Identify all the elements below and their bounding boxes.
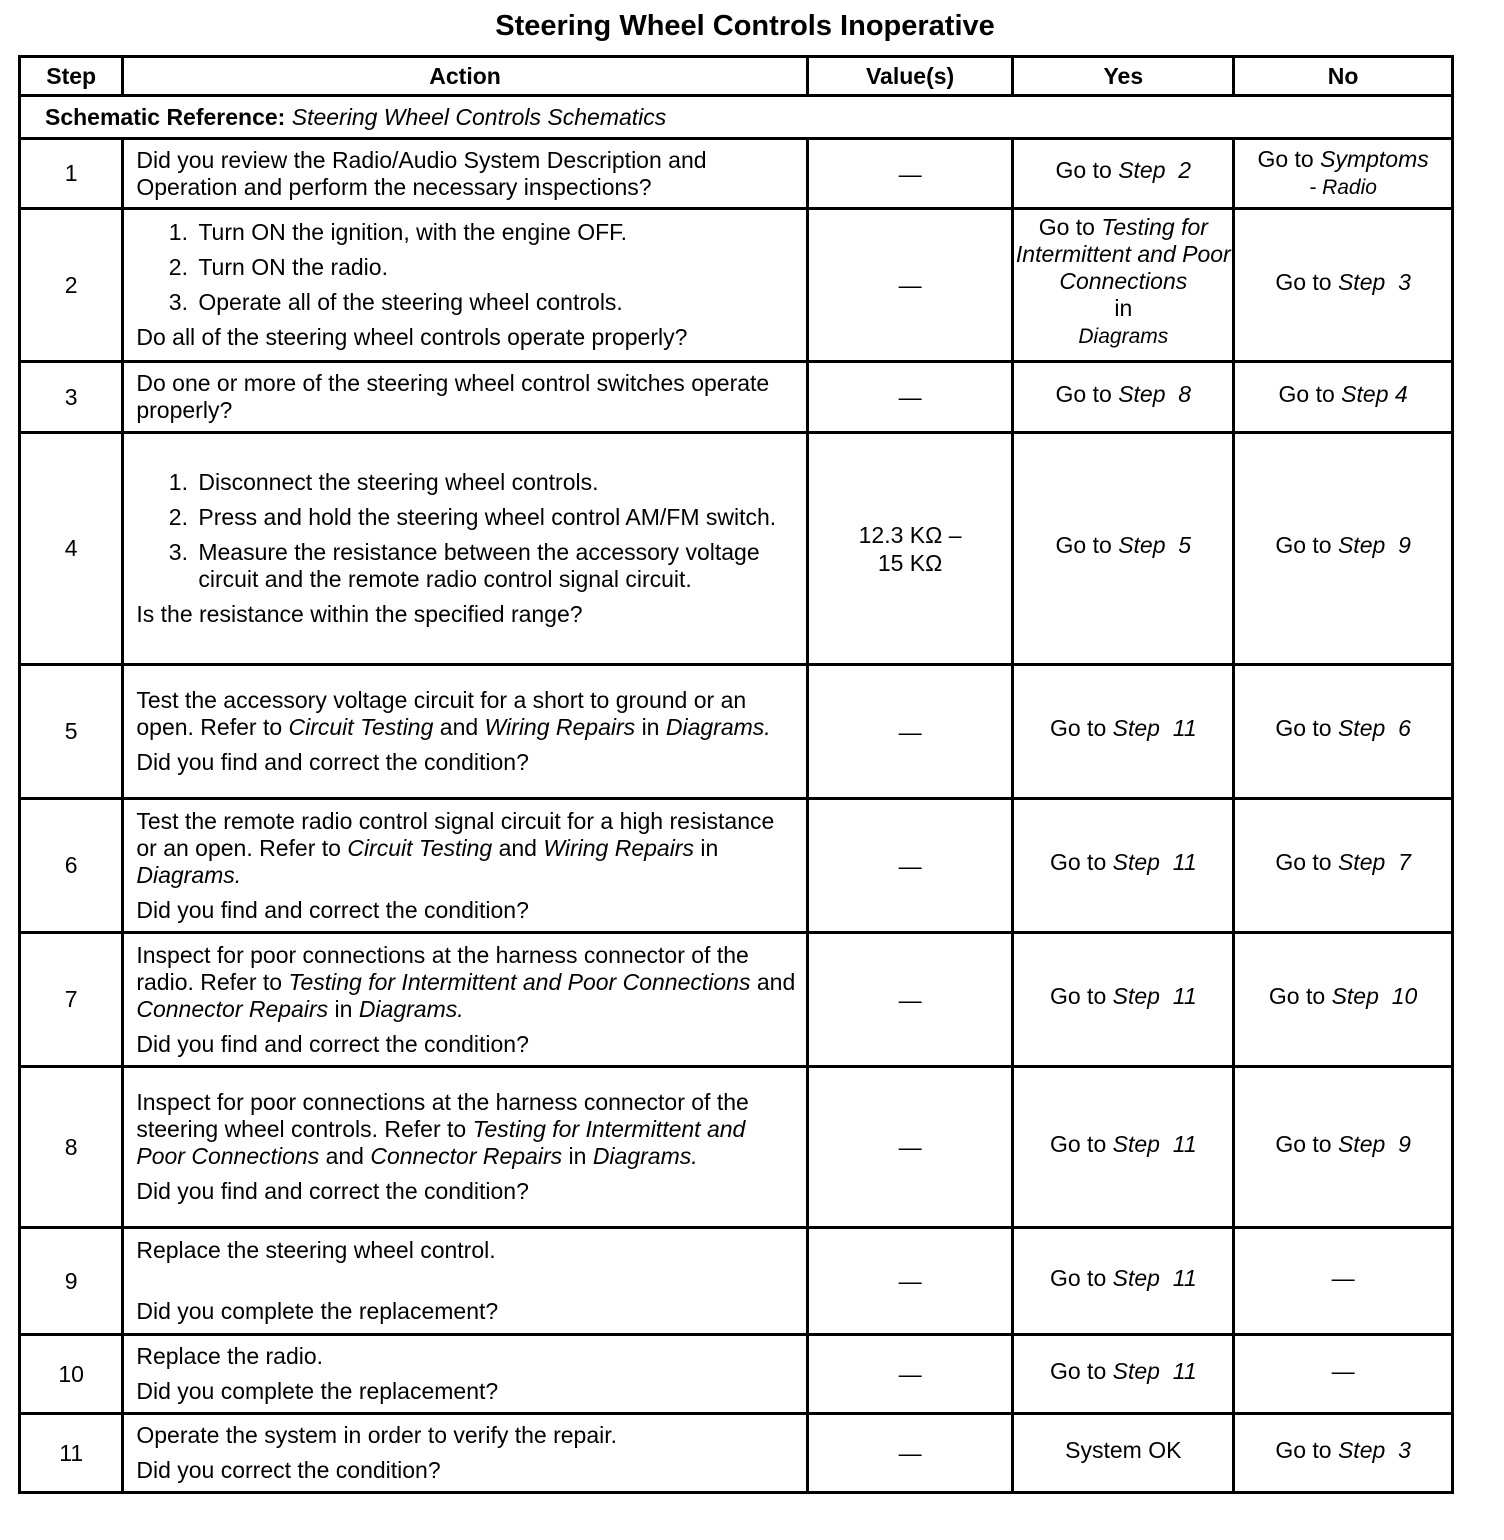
system-ok-text: System OK xyxy=(1065,1436,1182,1463)
goto-text: Go to xyxy=(1275,268,1332,295)
table-row xyxy=(20,1067,1453,1228)
step-word: Step xyxy=(1112,715,1160,741)
action-cell xyxy=(123,933,807,1067)
yes-step: 5 xyxy=(1178,532,1192,558)
action-cell xyxy=(123,1228,807,1335)
action-text: Replace the radio. xyxy=(136,1343,324,1369)
action-ref: Circuit Testing xyxy=(347,834,493,861)
action-ref: Wiring Repairs xyxy=(543,834,694,861)
table-row xyxy=(20,139,1453,209)
action-cell xyxy=(123,139,807,209)
no-cell xyxy=(1234,665,1453,799)
no-cell xyxy=(1234,1067,1453,1228)
no-step: 3 xyxy=(1398,268,1411,295)
action-text: in xyxy=(568,1143,587,1169)
action-question: Did you find and correct the condition? xyxy=(136,896,529,923)
action-cell xyxy=(123,1414,807,1493)
step-word: Step xyxy=(1112,1130,1160,1157)
action-item: 3. Operate all of the steering wheel controls. xyxy=(194,289,795,316)
yes-cell xyxy=(1013,362,1234,433)
diagrams-ref: Diagrams xyxy=(1078,325,1169,348)
action-list xyxy=(136,219,795,316)
action-text: and xyxy=(498,834,537,861)
action-cell xyxy=(123,665,807,799)
resistance-max: 15 KΩ xyxy=(877,549,943,576)
action-ref: Connector Repairs xyxy=(136,995,329,1022)
yes-step: 11 xyxy=(1172,983,1197,1009)
yes-step: 8 xyxy=(1178,380,1192,407)
in-word: in xyxy=(1114,295,1133,321)
action-question: Do all of the steering wheel controls operate properly? xyxy=(136,324,688,350)
no-cell xyxy=(1234,433,1453,665)
step-number: 9 xyxy=(20,1228,123,1335)
step-number: 11 xyxy=(20,1414,123,1493)
action-item: 3. Measure the resistance between the accessory voltage circuit and the remote radio control signal circuit. xyxy=(194,539,795,593)
step-word: Step xyxy=(1112,1264,1160,1291)
no-ref: Symptoms xyxy=(1320,146,1429,172)
yes-cell xyxy=(1013,665,1234,799)
step-word: Step xyxy=(1331,983,1379,1009)
step-number: 10 xyxy=(20,1335,123,1414)
action-ref: Diagrams. xyxy=(665,714,771,740)
table-row xyxy=(20,433,1453,665)
no-step: 9 xyxy=(1398,1130,1411,1157)
yes-cell xyxy=(1013,209,1234,362)
action-item: 1. Disconnect the steering wheel controls. xyxy=(194,469,795,496)
action-cell xyxy=(123,209,807,362)
action-text: Inspect for poor connections at the harness connector of the radio. Refer to xyxy=(136,941,749,995)
goto-text: Go to xyxy=(1275,849,1332,875)
step-number: 1 xyxy=(20,139,123,209)
no-sub: - Radio xyxy=(1309,176,1377,199)
goto-text: Go to xyxy=(1268,983,1326,1009)
step-word: Step xyxy=(1337,849,1386,875)
step-word: Step xyxy=(1118,380,1166,407)
goto-text: Go to xyxy=(1049,1357,1107,1384)
header-yes: Yes xyxy=(1013,57,1234,96)
step-word: Step xyxy=(1112,983,1160,1009)
goto-text: Go to xyxy=(1275,715,1332,741)
goto-text: Go to xyxy=(1049,1264,1107,1291)
value-cell: — xyxy=(807,1335,1013,1414)
value-cell: — xyxy=(807,665,1013,799)
no-cell xyxy=(1234,362,1453,433)
yes-cell xyxy=(1013,1067,1234,1228)
header-row xyxy=(20,57,1453,96)
action-text: and xyxy=(325,1143,364,1169)
resistance-min: 12.3 KΩ – xyxy=(858,521,962,548)
goto-text: Go to xyxy=(1049,1130,1107,1157)
action-cell xyxy=(123,362,807,433)
step-word: Step xyxy=(1337,1130,1386,1157)
table-row xyxy=(20,665,1453,799)
step-number: 2 xyxy=(20,209,123,362)
action-question: Do one or more of the steering wheel control switches operate properly? xyxy=(136,370,770,423)
yes-cell xyxy=(1013,1414,1234,1493)
action-ref: Diagrams. xyxy=(592,1143,698,1169)
action-text: and xyxy=(756,968,796,995)
no-cell xyxy=(1234,1414,1453,1493)
value-cell: — xyxy=(807,209,1013,362)
table-row xyxy=(20,1335,1453,1414)
header-value: Value(s) xyxy=(807,57,1013,96)
goto-text: Go to xyxy=(1275,1130,1332,1157)
no-step: 9 xyxy=(1398,532,1411,558)
table-row xyxy=(20,1228,1453,1335)
yes-step: 2 xyxy=(1178,157,1192,183)
table-row xyxy=(20,799,1453,933)
table-row xyxy=(20,1414,1453,1493)
goto-text: Go to xyxy=(1049,715,1107,741)
header-no: No xyxy=(1234,57,1453,96)
value-cell xyxy=(807,433,1013,665)
action-text: in xyxy=(641,714,660,740)
yes-cell xyxy=(1013,933,1234,1067)
step-word: Step xyxy=(1118,532,1166,558)
header-step: Step xyxy=(20,57,123,96)
goto-text: Go to xyxy=(1055,157,1112,183)
goto-text: Go to xyxy=(1038,214,1095,240)
action-question: Did you correct the condition? xyxy=(136,1457,441,1483)
no-cell: — xyxy=(1234,1228,1453,1335)
action-cell xyxy=(123,799,807,933)
action-text: Test the remote radio control signal circuit for a high resistance or an open. Refer to xyxy=(136,807,775,861)
action-item: 2. Press and hold the steering wheel control AM/FM switch. xyxy=(194,504,795,531)
action-text: Inspect for poor connections at the harness connector of the steering wheel controls. Refer to xyxy=(136,1089,749,1142)
no-cell: — xyxy=(1234,1335,1453,1414)
yes-step: 11 xyxy=(1172,715,1197,741)
goto-text: Go to xyxy=(1055,380,1112,407)
yes-cell xyxy=(1013,139,1234,209)
step-word: Step xyxy=(1337,268,1386,295)
action-ref: Testing for Intermittent and Poor Connections xyxy=(288,968,751,995)
yes-step: 11 xyxy=(1172,1357,1197,1384)
action-cell xyxy=(123,1335,807,1414)
no-step: 4 xyxy=(1394,380,1408,407)
step-number: 7 xyxy=(20,933,123,1067)
value-cell: — xyxy=(807,1228,1013,1335)
goto-text: Go to xyxy=(1275,532,1332,558)
schematic-ref: Steering Wheel Controls Schematics xyxy=(291,103,667,130)
action-item: 1. Turn ON the ignition, with the engine OFF. xyxy=(194,219,795,246)
yes-step: 11 xyxy=(1172,1264,1197,1291)
action-question: Did you complete the replacement? xyxy=(136,1378,499,1404)
step-number: 3 xyxy=(20,362,123,433)
diagnostic-table xyxy=(18,55,1454,1494)
goto-text: Go to xyxy=(1049,849,1107,875)
no-step: 7 xyxy=(1398,849,1411,875)
value-cell: — xyxy=(807,1414,1013,1493)
step-word: Step xyxy=(1337,532,1386,558)
page-title: Steering Wheel Controls Inoperative xyxy=(495,10,995,42)
action-ref: Testing for Intermittent and Poor Connections xyxy=(136,1116,746,1169)
step-word: Step xyxy=(1341,380,1389,407)
table-row xyxy=(20,209,1453,362)
value-cell: — xyxy=(807,933,1013,1067)
table-row xyxy=(20,362,1453,433)
no-cell xyxy=(1234,799,1453,933)
action-cell xyxy=(123,1067,807,1228)
action-question: Did you complete the replacement? xyxy=(136,1298,499,1324)
action-question: Did you find and correct the condition? xyxy=(136,1030,529,1057)
no-cell xyxy=(1234,139,1453,209)
action-ref: Connector Repairs xyxy=(370,1143,563,1169)
action-list xyxy=(136,469,795,593)
action-text: Replace the steering wheel control. xyxy=(136,1237,496,1263)
yes-step: 11 xyxy=(1172,849,1197,875)
schematic-label: Schematic Reference: xyxy=(45,103,286,130)
no-cell xyxy=(1234,209,1453,362)
step-number: 8 xyxy=(20,1067,123,1228)
value-cell: — xyxy=(807,362,1013,433)
value-cell: — xyxy=(807,139,1013,209)
no-step: 10 xyxy=(1391,983,1418,1009)
goto-text: Go to xyxy=(1049,983,1107,1009)
action-cell xyxy=(123,433,807,665)
yes-cell xyxy=(1013,799,1234,933)
action-item: 2. Turn ON the radio. xyxy=(194,254,795,281)
action-text: in xyxy=(700,834,719,861)
header-action: Action xyxy=(123,57,807,96)
value-cell: — xyxy=(807,799,1013,933)
step-number: 6 xyxy=(20,799,123,933)
action-text: Test the accessory voltage circuit for a short to ground or an open. Refer to xyxy=(136,687,747,740)
action-ref: Diagrams. xyxy=(358,995,464,1022)
step-word: Step xyxy=(1337,715,1386,741)
action-question: Is the resistance within the specified range? xyxy=(136,601,583,627)
yes-cell xyxy=(1013,1335,1234,1414)
goto-text: Go to xyxy=(1275,1436,1332,1463)
goto-text: Go to xyxy=(1055,532,1112,558)
action-ref: Wiring Repairs xyxy=(484,714,636,740)
action-question: Did you find and correct the condition? xyxy=(136,1178,529,1204)
step-word: Step xyxy=(1337,1436,1386,1463)
goto-text: Go to xyxy=(1257,146,1314,172)
step-word: Step xyxy=(1112,1357,1160,1384)
no-step: 6 xyxy=(1398,715,1411,741)
step-word: Step xyxy=(1112,849,1160,875)
yes-step: 11 xyxy=(1172,1130,1197,1157)
action-ref: Circuit Testing xyxy=(288,714,434,740)
action-text: Operate the system in order to verify the repair. xyxy=(136,1422,618,1448)
value-cell: — xyxy=(807,1067,1013,1228)
action-text: and xyxy=(439,714,479,740)
step-word: Step xyxy=(1118,157,1166,183)
table-row xyxy=(20,933,1453,1067)
step-number: 5 xyxy=(20,665,123,799)
action-text: in xyxy=(334,995,353,1022)
action-question: Did you review the Radio/Audio System Description and Operation and perform the necessary inspections? xyxy=(136,146,707,200)
yes-cell xyxy=(1013,433,1234,665)
yes-ref: Testing for Intermittent and Poor Connections xyxy=(1015,214,1231,294)
yes-cell xyxy=(1013,1228,1234,1335)
no-step: 3 xyxy=(1398,1436,1411,1463)
action-question: Did you find and correct the condition? xyxy=(136,749,529,775)
action-ref: Diagrams. xyxy=(136,861,242,888)
schematic-reference-row xyxy=(20,96,1453,139)
step-number: 4 xyxy=(20,433,123,665)
no-cell xyxy=(1234,933,1453,1067)
goto-text: Go to xyxy=(1278,380,1335,407)
